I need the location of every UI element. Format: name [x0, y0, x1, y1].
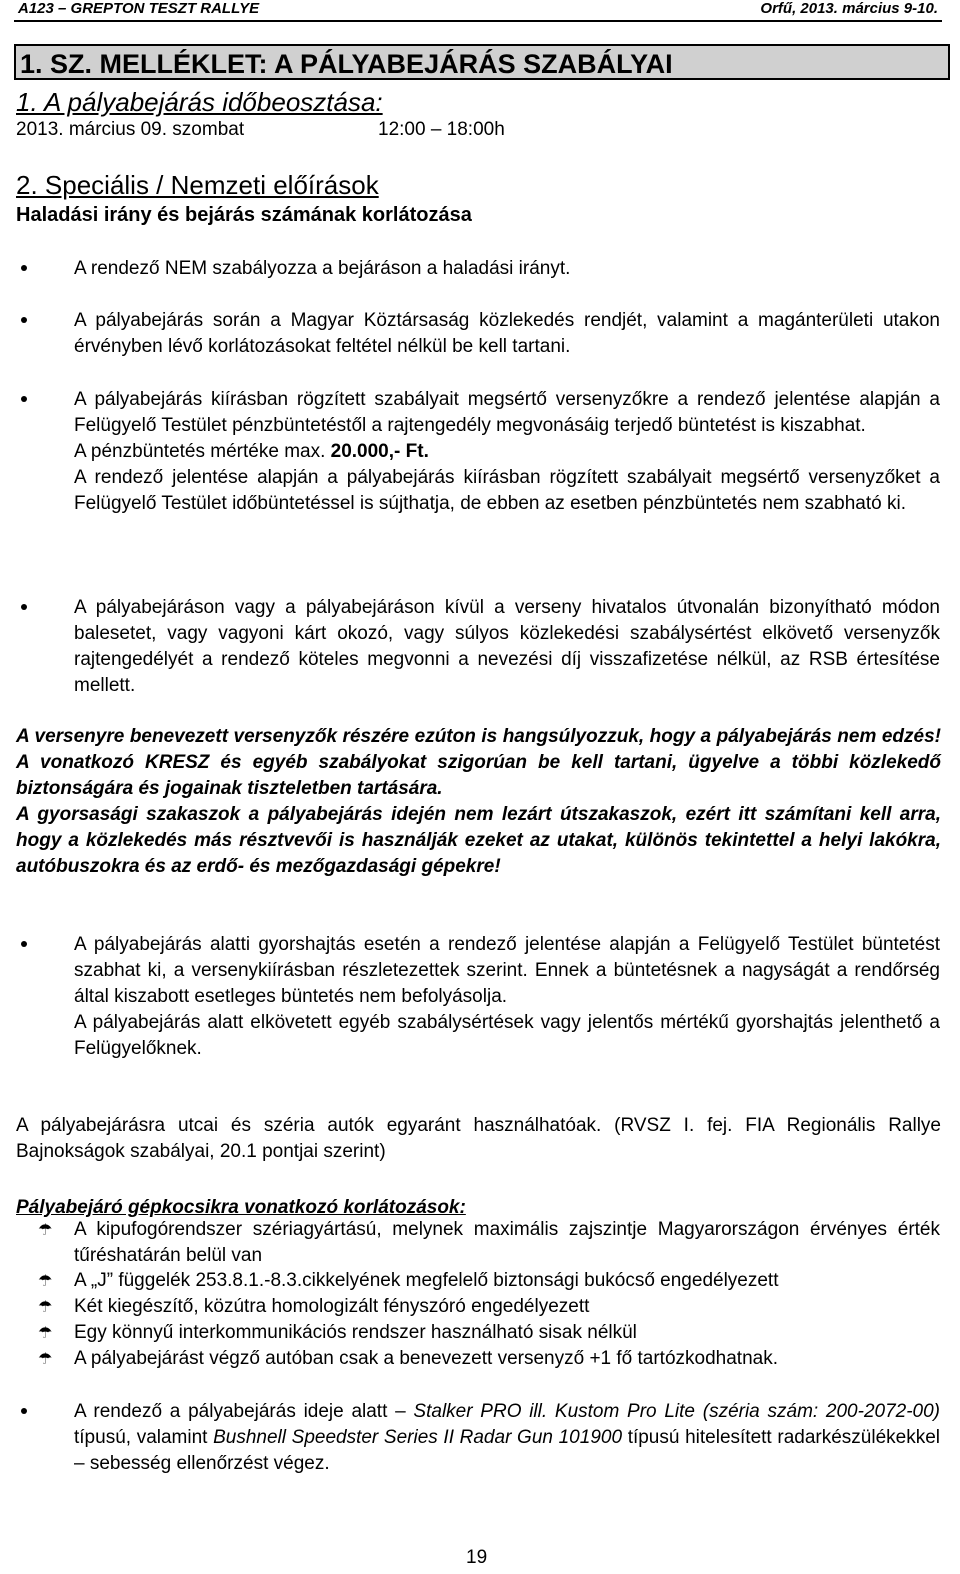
radar-text-part: A rendező a pályabejárás ideje alatt –	[74, 1401, 414, 1422]
bullet-penalties	[74, 387, 940, 517]
bullet-text: A pályabejárás során a Magyar Köztársaság közlekedés rendjét, valamint a magánterületi utakon érvényben lévő korlátozásokat feltétel nélkül be kell tartani.	[74, 310, 940, 357]
restriction-item: A kipufogórendszer szériagyártású, melynek maximális zajszintje Magyarországon érvényes érték tűréshatárán belül van	[74, 1219, 940, 1266]
bullet-traffic-rules	[74, 308, 940, 360]
umbrella-icon: ☂	[38, 1273, 53, 1290]
bullet-dot-icon	[21, 941, 27, 947]
bullet-text: A pályabejárás kiírásban rögzített szabályait megsértő versenyzőkre a rendező jelentése alapján a Felügyelő Testület pénzbüntetéstől a rajtengedély megvonásáig terjedő büntetést is kiszabhat.	[74, 389, 940, 436]
bullet-text: A pályabejárás alatt elkövetett egyéb szabálysértések vagy jelentős mértékű gyorshajtás jelenthető a Felügyelőknek.	[74, 1012, 940, 1059]
page-header	[14, 0, 942, 22]
bullet-dot-icon	[21, 1408, 27, 1414]
umbrella-icon: ☂	[38, 1325, 53, 1342]
bullet-text: A rendező NEM szabályozza a bejáráson a haladási irányt.	[74, 258, 571, 279]
bullet-text: A rendező jelentése alapján a pályabejárás kiírásban rögzített szabályait megsértő versenyzőket a Felügyelő Testület időbüntetéssel is sújthatja, de ebben az esetben pénzbüntetés nem szabható ki.	[74, 467, 940, 514]
radar-text-part: típusú, valamint	[74, 1427, 214, 1448]
bullet-dot-icon	[21, 396, 27, 402]
restriction-item: Két kiegészítő, közútra homologizált fényszóró engedélyezett	[74, 1296, 590, 1317]
page-title: 1. SZ. MELLÉKLET: A PÁLYABEJÁRÁS SZABÁLYAI	[20, 49, 673, 79]
restriction-item: A pályabejárást végző autóban csak a benevezett versenyző +1 fő tartózkodhatnak.	[74, 1348, 778, 1369]
bullet-speeding	[74, 932, 940, 1062]
umbrella-icon: ☂	[38, 1351, 53, 1368]
cars-note	[16, 1113, 941, 1165]
header-event-name: A123 – GREPTON TESZT RALLYE	[18, 0, 260, 17]
radar-device-1: Stalker PRO ill. Kustom Pro Lite (széria szám: 200-2072-00)	[413, 1401, 940, 1422]
section2-heading: 2. Speciális / Nemzeti előírások	[16, 170, 379, 200]
fine-amount-line	[74, 439, 940, 465]
bullet-text: A pályabejáráson vagy a pályabejáráson kívül a verseny hivatalos útvonalán bizonyítható módon balesetet, vagy vagyoni kárt okozó, vagy súlyos közlekedési szabálysértést elkövető versenyzők rajtengedélyét a rendező köteles megvonni a nevezési díj visszafizetése nélkül, az RSB értesítése mellett.	[74, 597, 940, 696]
header-date-location: Orfű, 2013. március 9-10.	[760, 0, 938, 17]
umbrella-icon: ☂	[38, 1299, 53, 1316]
radar-device-2: Bushnell Speedster Series II Radar Gun 101900	[213, 1427, 623, 1448]
cars-note-text: A pályabejárásra utcai és széria autók egyaránt használhatóak. (RVSZ I. fej. FIA Regionális Rallye Bajnokságok szabályai, 20.1 pontjai szerint)	[16, 1115, 941, 1162]
bullet-dot-icon	[21, 604, 27, 610]
restriction-item: Egy könnyű interkommunikációs rendszer használható sisak nélkül	[74, 1322, 637, 1343]
bullet-radar	[74, 1399, 940, 1477]
bullet-direction	[74, 256, 940, 282]
restriction-item: A „J” függelék 253.8.1.-8.3.cikkelyének megfelelő biztonsági bukócső engedélyezett	[74, 1270, 779, 1291]
umbrella-icon: ☂	[38, 1222, 53, 1239]
restrictions-heading: Pályabejáró gépkocsikra vonatkozó korlátozások:	[16, 1197, 466, 1218]
notice-block	[16, 724, 941, 880]
notice-paragraph: A gyorsasági szakaszok a pályabejárás idején nem lezárt útszakaszok, ezért itt számítani kell arra, hogy a közlekedés más résztvevői is használják ezeket az utakat, különös tekintettel a helyi lakókra, autóbuszokra és az erdő- és mezőgazdasági gépekre!	[16, 804, 941, 877]
bullet-text: A pályabejárás alatti gyorshajtás esetén a rendező jelentése alapján a Felügyelő Testület büntetést szabhat ki, a versenykiírásban részletezettek szerint. Ennek a büntetésnek a nagyságát a rendőrség által kiszabott esetleges büntetés nem befolyásolja.	[74, 934, 940, 1007]
page-number: 19	[466, 1547, 488, 1568]
title-box	[14, 44, 950, 80]
radar-text-part: típusú hitelesített radarkészülékekkel – sebesség ellenőrzést végez.	[74, 1427, 940, 1474]
section2-subheading: Haladási irány és bejárás számának korlátozása	[16, 204, 472, 226]
schedule-date: 2013. március 09. szombat	[16, 119, 245, 140]
bullet-dot-icon	[21, 317, 27, 323]
bullet-dot-icon	[21, 265, 27, 271]
fine-amount: 20.000,- Ft.	[330, 441, 429, 462]
section1-heading: 1. A pályabejárás időbeosztása:	[16, 87, 383, 117]
notice-paragraph: A versenyre benevezett versenyzők részére ezúton is hangsúlyozzuk, hogy a pályabejárás nem edzés! A vonatkozó KRESZ és egyéb szabályokat szigorúan be kell tartani, ügyelve a többi közlekedő biztonságára és jogainak tiszteletben tartására.	[16, 726, 941, 799]
fine-prefix: A pénzbüntetés mértéke max.	[74, 441, 331, 462]
schedule-time: 12:00 – 18:00h	[378, 119, 505, 140]
radar-text	[74, 1399, 940, 1477]
bullet-license-revoke	[74, 595, 940, 699]
